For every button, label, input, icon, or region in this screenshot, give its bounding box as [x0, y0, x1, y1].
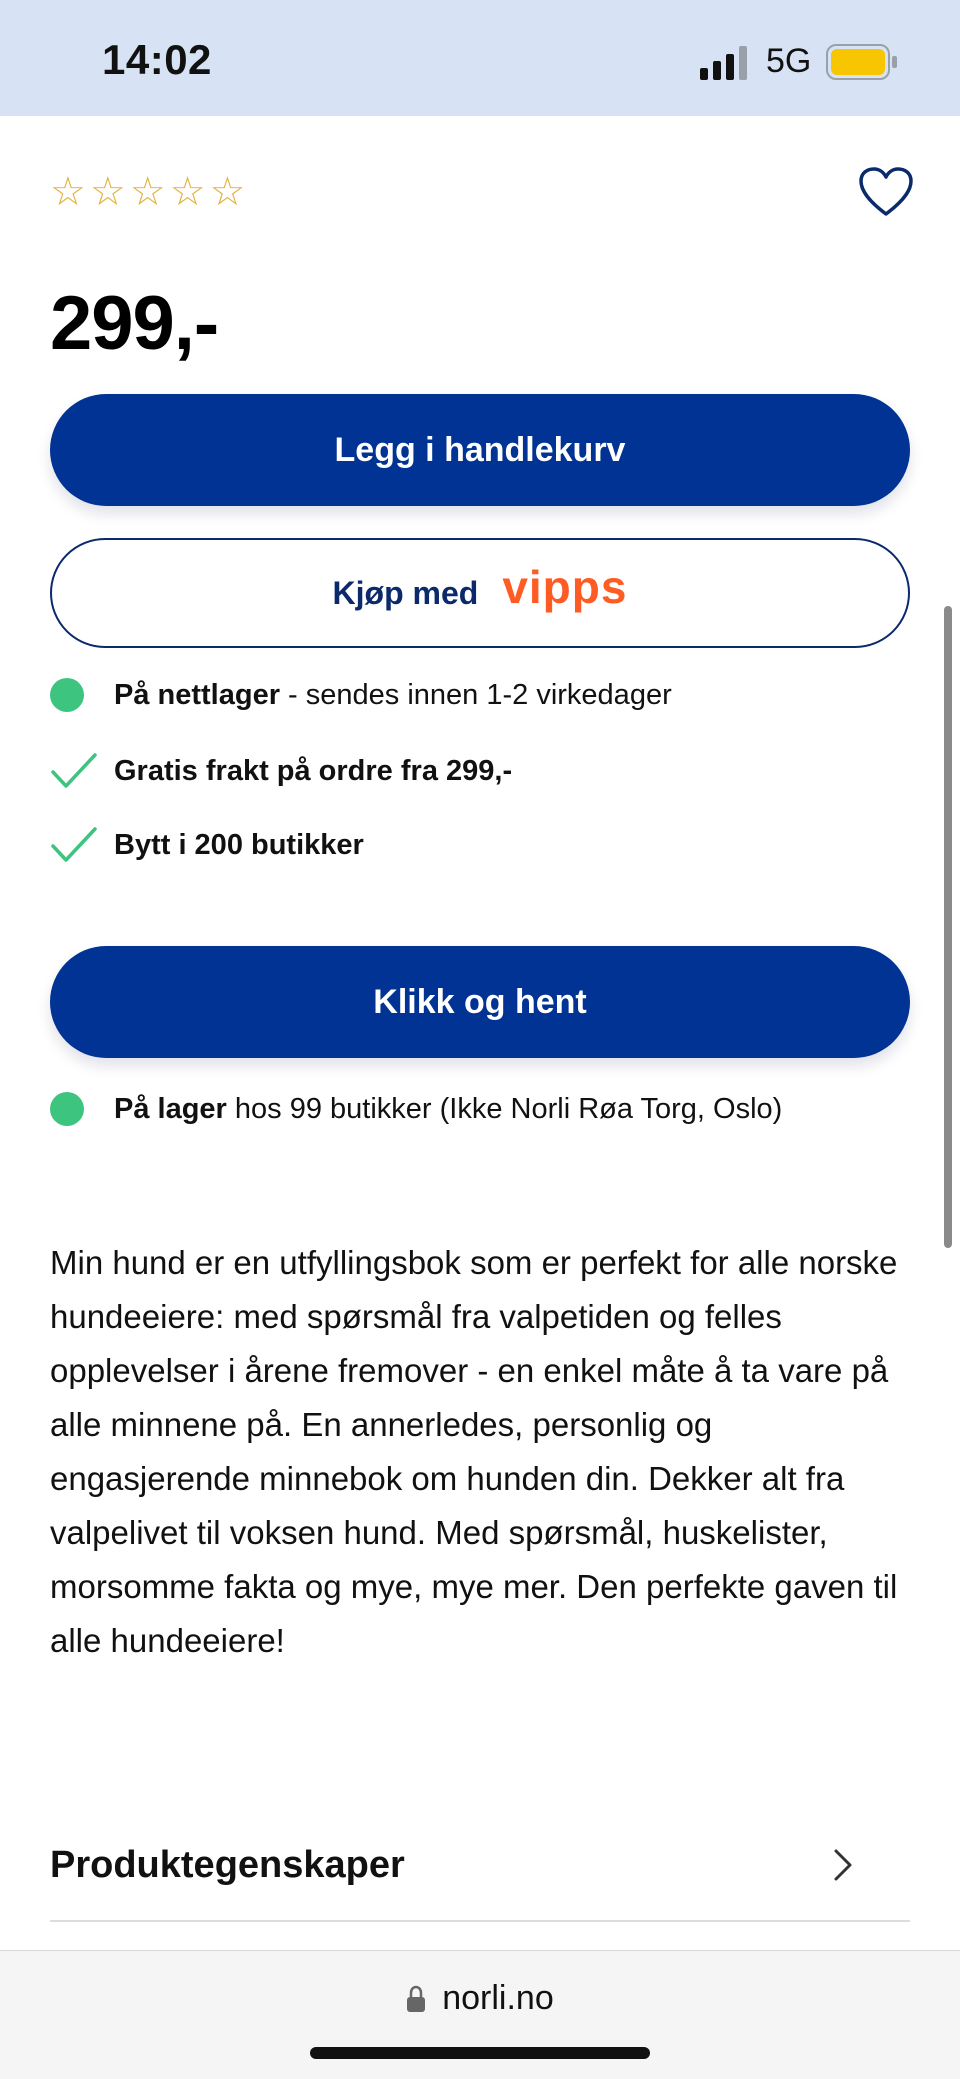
buy-with-vipps-button[interactable] — [50, 538, 910, 648]
url-display[interactable] — [0, 1979, 960, 2018]
checkmark-icon — [50, 752, 98, 790]
vipps-logo: vipps — [502, 561, 628, 613]
chevron-right-icon — [828, 1845, 858, 1885]
url-text: norli.no — [442, 1979, 554, 2017]
checkmark-icon — [50, 826, 98, 864]
status-bar — [0, 0, 960, 116]
network-type: 5G — [766, 42, 812, 80]
star-icon: ☆ — [129, 170, 166, 214]
star-icon: ☆ — [209, 170, 246, 214]
online-stock-detail: - sendes innen 1-2 virkedager — [280, 678, 672, 711]
online-stock-label: På nettlager — [114, 678, 280, 711]
in-stock-dot-icon — [50, 678, 84, 712]
product-description: Min hund er en utfyllingsbok som er perfekt for alle norske hundeeiere: med spørsmål fra valpetiden og felles opplevelser i årene fremover - en enkel måte å ta vare på alle minnene på. En annerledes, personlig og engasjerende minnebok om hunden din. Dekker alt fra valpelivet til voksen hund. Med spørsmål, huskelister, morsomme fakta og mye, mye mer. Den perfekte gaven til alle hundeeiere! — [50, 1244, 898, 1659]
exchange-info — [50, 826, 364, 864]
in-stock-dot-icon — [50, 1092, 84, 1126]
home-indicator[interactable] — [310, 2047, 650, 2059]
rating-stars[interactable] — [50, 170, 245, 214]
product-price: 299,- — [50, 281, 219, 366]
add-to-cart-button[interactable]: Legg i handlekurv — [50, 394, 910, 506]
product-properties-title: Produktegenskaper — [50, 1843, 405, 1886]
store-stock-detail: hos 99 butikker (Ikke Norli Røa Torg, Oslo) — [226, 1092, 783, 1125]
favorite-heart-icon[interactable] — [858, 166, 914, 218]
status-time: 14:02 — [102, 36, 212, 83]
battery-icon — [826, 44, 898, 80]
online-stock-status — [50, 678, 672, 712]
vipps-button-label: Kjøp med — [332, 574, 479, 611]
product-properties-row[interactable] — [50, 1810, 910, 1922]
exchange-text: Bytt i 200 butikker — [114, 828, 364, 861]
star-icon: ☆ — [89, 170, 126, 214]
scrollbar[interactable] — [944, 606, 952, 1248]
click-and-collect-button[interactable]: Klikk og hent — [50, 946, 910, 1058]
cellular-signal-icon — [700, 46, 750, 80]
star-icon: ☆ — [169, 170, 206, 214]
free-shipping-text: Gratis frakt på ordre fra 299,- — [114, 754, 513, 787]
free-shipping-info — [50, 752, 512, 790]
star-icon: ☆ — [50, 170, 86, 214]
store-stock-status — [50, 1092, 782, 1126]
lock-icon — [406, 1985, 426, 2013]
store-stock-label: På lager — [114, 1092, 227, 1125]
browser-address-bar[interactable] — [0, 1950, 960, 2079]
